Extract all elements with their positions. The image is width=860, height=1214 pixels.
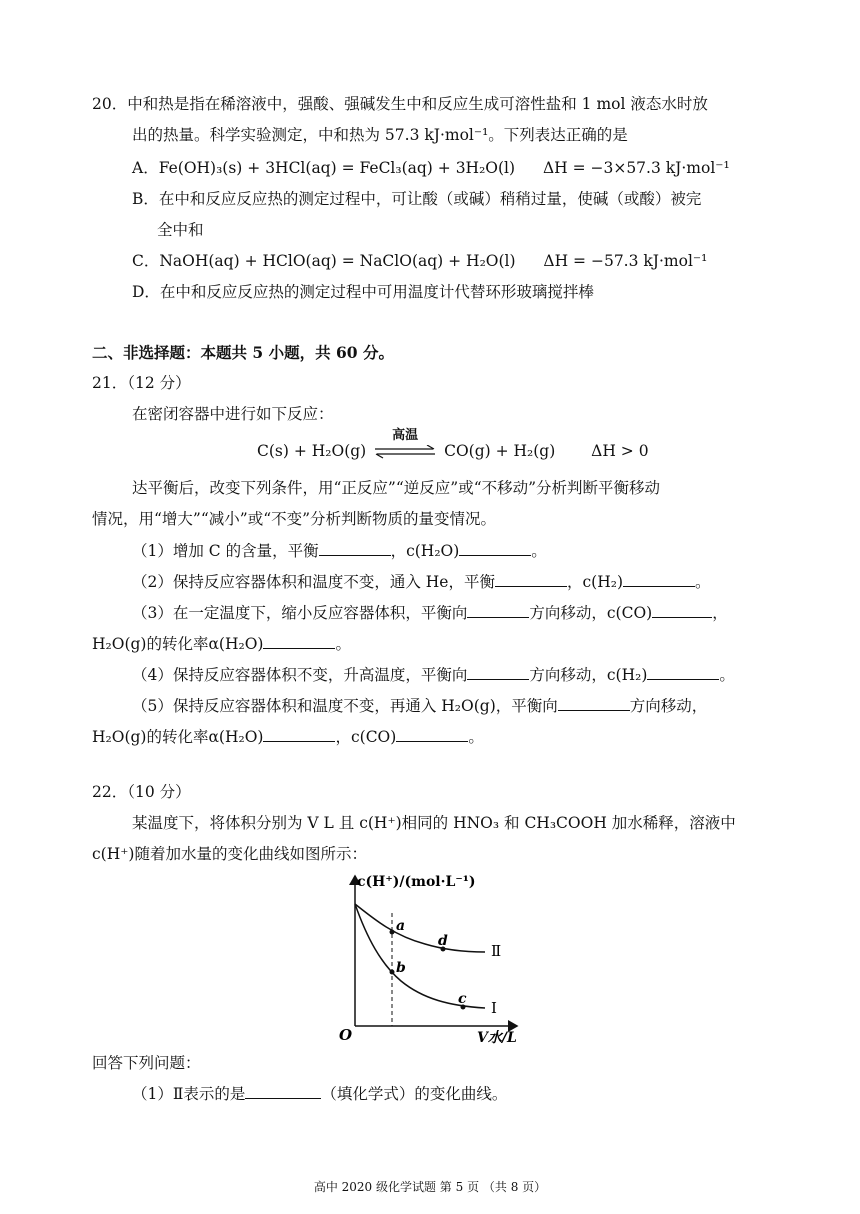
answer-blank[interactable] xyxy=(263,726,335,742)
q22-answer-prompt: 回答下列问题： xyxy=(92,1054,201,1072)
y-axis-label: c(H⁺)/(mol·L⁻¹) xyxy=(357,874,476,890)
q21-sub5-line2 xyxy=(92,726,484,748)
answer-blank[interactable] xyxy=(647,664,719,680)
q22-stem-line1: 某温度下，将体积分别为 V L 且 c(H⁺)相同的 HNO₃ 和 CH₃COOH 加水稀释，溶液中 xyxy=(132,814,736,832)
q20-option-c xyxy=(132,250,707,272)
answer-blank[interactable] xyxy=(558,695,630,711)
q21-sub3-end: 。 xyxy=(335,635,351,653)
q21-sub3-comma: ， xyxy=(712,604,728,622)
q21-sub5-text3: H₂O(g)的转化率α(H₂O) xyxy=(92,728,264,746)
q21-sub4-text: （4）保持反应容器体积不变，升高温度，平衡向 xyxy=(132,666,468,684)
q21-sub5-text: （5）保持反应容器体积和温度不变，再通入 H₂O(g)，平衡向 xyxy=(132,697,558,715)
q20-stem-line1: 20．中和热是指在稀溶液中，强酸、强碱发生中和反应生成可溶性盐和 1 mol 液态水时放 xyxy=(92,95,708,113)
q20-option-a-equation: A．Fe(OH)₃(s) + 3HCl(aq) = FeCl₃(aq) + 3H₂O(l) xyxy=(132,159,516,177)
q21-sub2 xyxy=(132,571,711,593)
q21-sub1 xyxy=(132,540,547,562)
q21-sub4-text2: 方向移动，c(H₂) xyxy=(529,666,648,684)
q21-equation-reactants: C(s) + H₂O(g) xyxy=(257,442,367,460)
q21-paragraph-line1: 达平衡后，改变下列条件，用“正反应”“逆反应”或“不移动”分析判断平衡移动 xyxy=(132,479,661,497)
reaction-condition: 高温 xyxy=(392,428,419,443)
curve-II xyxy=(355,904,485,952)
q21-sub3-text2: 方向移动，c(CO) xyxy=(529,604,653,622)
answer-blank[interactable] xyxy=(623,571,695,587)
q21-sub3-line1 xyxy=(132,602,728,624)
q21-sub2-end: 。 xyxy=(695,573,711,591)
q22-stem-line2: c(H⁺)随着加水量的变化曲线如图所示： xyxy=(92,845,367,863)
q20-option-a xyxy=(132,157,730,179)
curve-II-label: Ⅱ xyxy=(491,942,502,960)
point-a-marker xyxy=(390,930,395,935)
answer-blank[interactable] xyxy=(467,664,529,680)
q21-sub2-text: （2）保持反应容器体积和温度不变，通入 He，平衡 xyxy=(132,573,495,591)
answer-blank[interactable] xyxy=(396,726,468,742)
answer-blank[interactable] xyxy=(245,1083,321,1099)
answer-blank[interactable] xyxy=(495,571,567,587)
q21-paragraph-line2: 情况，用“增大”“减小”或“不变”分析判断物质的量变情况。 xyxy=(92,510,497,528)
answer-blank[interactable] xyxy=(319,540,391,556)
answer-blank[interactable] xyxy=(467,602,529,618)
point-b-marker xyxy=(390,970,395,975)
point-a-label: a xyxy=(396,918,406,934)
point-d-label: d xyxy=(438,933,448,949)
q21-sub1-text2: ，c(H₂O) xyxy=(390,542,460,560)
curve-I-label: Ⅰ xyxy=(491,999,497,1017)
answer-blank[interactable] xyxy=(263,633,335,649)
q21-sub5-line1 xyxy=(132,695,707,717)
q20-option-b-line2: 全中和 xyxy=(157,221,204,239)
x-axis-label: V水/L xyxy=(477,1030,517,1046)
origin-label: O xyxy=(339,1026,353,1044)
q20-option-c-equation: C．NaOH(aq) + HClO(aq) = NaClO(aq) + H₂O(l) xyxy=(132,252,516,270)
point-c-label: c xyxy=(458,991,467,1007)
q20-option-d: D．在中和反应反应热的测定过程中可用温度计代替环形玻璃搅拌棒 xyxy=(132,283,594,301)
q20-stem-line2: 出的热量。科学实验测定，中和热为 57.3 kJ·mol⁻¹。下列表达正确的是 xyxy=(132,126,628,144)
q20-option-c-enthalpy: ΔH = −57.3 kJ·mol⁻¹ xyxy=(543,252,708,270)
double-arrow-icon xyxy=(371,445,439,459)
q22-sub1-text2: （填化学式）的变化曲线。 xyxy=(321,1085,508,1103)
q21-sub4 xyxy=(132,664,735,686)
q22-header: 22．（10 分） xyxy=(92,783,191,801)
q21-sub2-text2: ，c(H₂) xyxy=(566,573,623,591)
q21-sub3-text: （3）在一定温度下，缩小反应容器体积，平衡向 xyxy=(132,604,468,622)
page-footer: 高中 2020 级化学试题 第 5 页 （共 8 页） xyxy=(313,1180,547,1194)
q21-sub4-end: 。 xyxy=(719,666,735,684)
q21-sub1-end: 。 xyxy=(531,542,547,560)
answer-blank[interactable] xyxy=(652,602,712,618)
q21-sub3-line2 xyxy=(92,633,351,655)
equilibrium-arrow xyxy=(371,428,439,462)
q21-sub3-text3: H₂O(g)的转化率α(H₂O) xyxy=(92,635,264,653)
q21-equation-enthalpy: ΔH > 0 xyxy=(591,442,649,460)
q21-sub5-text4: ，c(CO) xyxy=(335,728,397,746)
q21-sub5-text2: 方向移动， xyxy=(629,697,708,715)
q22-sub1-text: （1）Ⅱ表示的是 xyxy=(132,1085,246,1103)
q20-option-b-line1: B．在中和反应反应热的测定过程中，可让酸（或碱）稍稍过量，使碱（或酸）被完 xyxy=(132,190,702,208)
q21-equation-products: CO(g) + H₂(g) xyxy=(444,442,556,460)
q21-sub5-end: 。 xyxy=(468,728,484,746)
q21-header: 21．（12 分） xyxy=(92,374,191,392)
section-heading: 二、非选择题：本题共 5 小题，共 60 分。 xyxy=(92,343,394,362)
point-b-label: b xyxy=(396,960,406,976)
q21-sub1-text: （1）增加 C 的含量，平衡 xyxy=(132,542,319,560)
answer-blank[interactable] xyxy=(459,540,531,556)
q21-intro: 在密闭容器中进行如下反应： xyxy=(132,405,334,423)
q22-sub1 xyxy=(132,1083,507,1105)
dilution-graph xyxy=(335,868,535,1048)
q20-option-a-enthalpy: ΔH = −3×57.3 kJ·mol⁻¹ xyxy=(542,159,730,177)
q21-equation xyxy=(257,428,649,462)
